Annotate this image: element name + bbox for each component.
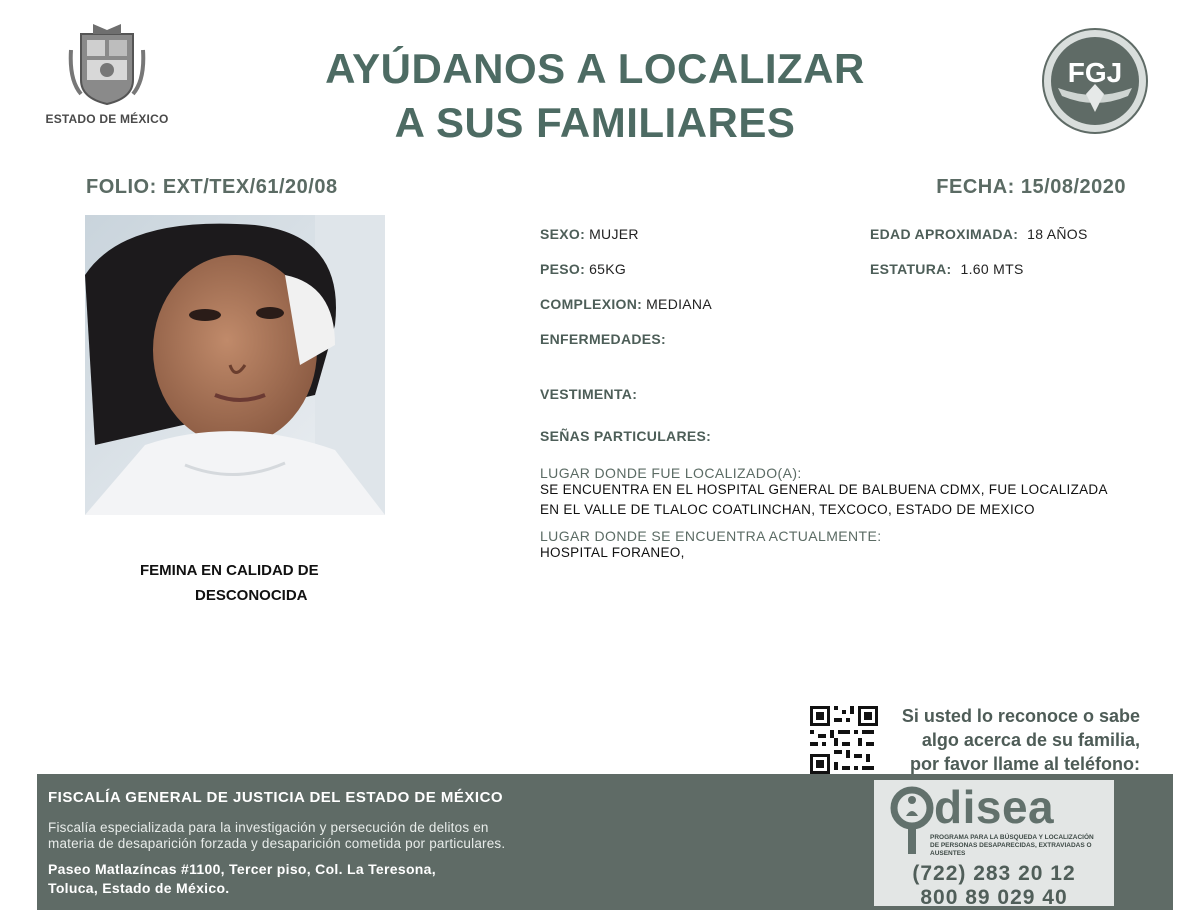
- enfermedades-label: ENFERMEDADES:: [540, 331, 667, 347]
- contact-callout: [884, 704, 1146, 776]
- lugar-actual-text: HOSPITAL FORANEO,: [540, 545, 685, 560]
- footer-bar: [37, 774, 1173, 910]
- footer-desc-line-2: materia de desaparición forzada y desaparición cometida por particulares.: [48, 836, 506, 851]
- footer-addr-line-1: Paseo Matlazíncas #1100, Tercer piso, Col. La Teresona,: [48, 861, 436, 877]
- title-line-1: AYÚDANOS A LOCALIZAR: [325, 45, 865, 92]
- peso-value: 65KG: [589, 261, 627, 277]
- edad-value: 18 AÑOS: [1027, 226, 1088, 242]
- odisea-pin-icon: [890, 786, 934, 856]
- footer-title: FISCALÍA GENERAL DE JUSTICIA DEL ESTADO DE MÉXICO: [48, 789, 504, 806]
- record-date: FECHA: 15/08/2020: [936, 176, 1126, 198]
- page-title: [250, 42, 940, 150]
- peso-label: PESO:: [540, 261, 586, 277]
- sexo-value: MUJER: [589, 226, 639, 242]
- edad-field: [870, 226, 1088, 242]
- title-line-2: A SUS FAMILIARES: [394, 99, 796, 146]
- photo-caption: [120, 558, 396, 608]
- lugar-localizado-line-1: SE ENCUENTRA EN EL HOSPITAL GENERAL DE BALBUENA CDMX, FUE LOCALIZADA: [540, 482, 1108, 497]
- qr-code[interactable]: [808, 704, 880, 781]
- estatura-label: ESTATURA:: [870, 261, 952, 277]
- fgj-text: FGJ: [1067, 57, 1123, 88]
- lugar-actual-label: LUGAR DONDE SE ENCUENTRA ACTUALMENTE:: [540, 528, 882, 544]
- caption-line-2: DESCONOCIDA: [195, 587, 308, 604]
- edad-label: EDAD APROXIMADA:: [870, 226, 1019, 242]
- folio-number: FOLIO: EXT/TEX/61/20/08: [86, 176, 338, 198]
- lugar-localizado-label: LUGAR DONDE FUE LOCALIZADO(A):: [540, 465, 802, 481]
- complexion-field: [540, 296, 712, 312]
- state-coat-of-arms-icon: [67, 20, 147, 106]
- person-photo: [85, 215, 385, 515]
- fgj-seal-icon: [1040, 26, 1150, 136]
- lugar-localizado-line-2: EN EL VALLE DE TLALOC COATLINCHAN, TEXCOCO, ESTADO DE MEXICO: [540, 502, 1035, 517]
- peso-field: [540, 261, 626, 277]
- callout-line-2: algo acerca de su familia,: [921, 730, 1140, 750]
- sexo-label: SEXO:: [540, 226, 586, 242]
- phone-number-1[interactable]: (722) 283 20 12: [912, 862, 1076, 885]
- footer-addr-line-2: Toluca, Estado de México.: [48, 880, 230, 896]
- phone-number-2[interactable]: 800 89 029 40: [920, 886, 1068, 909]
- odisea-panel: [874, 780, 1114, 909]
- sexo-field: [540, 226, 639, 242]
- senas-field: [540, 428, 711, 444]
- lugar-localizado-text: [540, 480, 1160, 520]
- qr-code-icon: [808, 704, 880, 776]
- complexion-value: MEDIANA: [646, 296, 712, 312]
- estado-de-mexico-emblem: [44, 20, 170, 126]
- estatura-value: 1.60 MTS: [960, 261, 1024, 277]
- callout-line-1: Si usted lo reconoce o sabe: [901, 706, 1140, 726]
- senas-label: SEÑAS PARTICULARES:: [540, 428, 712, 444]
- odisea-program-line-1: PROGRAMA PARA LA BÚSQUEDA Y LOCALIZACIÓN: [930, 834, 1094, 841]
- estatura-field: [870, 261, 1024, 277]
- caption-line-1: FEMINA EN CALIDAD DE: [140, 562, 319, 579]
- odisea-program-line-2: DE PERSONAS DESAPARECIDAS, EXTRAVIADAS O: [930, 842, 1092, 849]
- odisea-program-text: [930, 834, 1108, 858]
- odisea-program-line-3: AUSENTES: [930, 850, 966, 857]
- vestimenta-label: VESTIMENTA:: [540, 386, 638, 402]
- vestimenta-field: [540, 386, 637, 402]
- footer-desc-line-1: Fiscalía especializada para la investigación y persecución de delitos en: [48, 820, 489, 835]
- portrait-image-icon: [85, 215, 385, 515]
- complexion-label: COMPLEXION:: [540, 296, 643, 312]
- fgj-logo: [1040, 26, 1150, 141]
- callout-line-3: por favor llame al teléfono:: [909, 754, 1140, 774]
- footer-address: [48, 860, 436, 898]
- odisea-wordmark: disea: [934, 781, 1055, 833]
- footer-description: [48, 820, 648, 852]
- enfermedades-field: [540, 331, 666, 347]
- emblem-label: ESTADO DE MÉXICO: [45, 112, 169, 126]
